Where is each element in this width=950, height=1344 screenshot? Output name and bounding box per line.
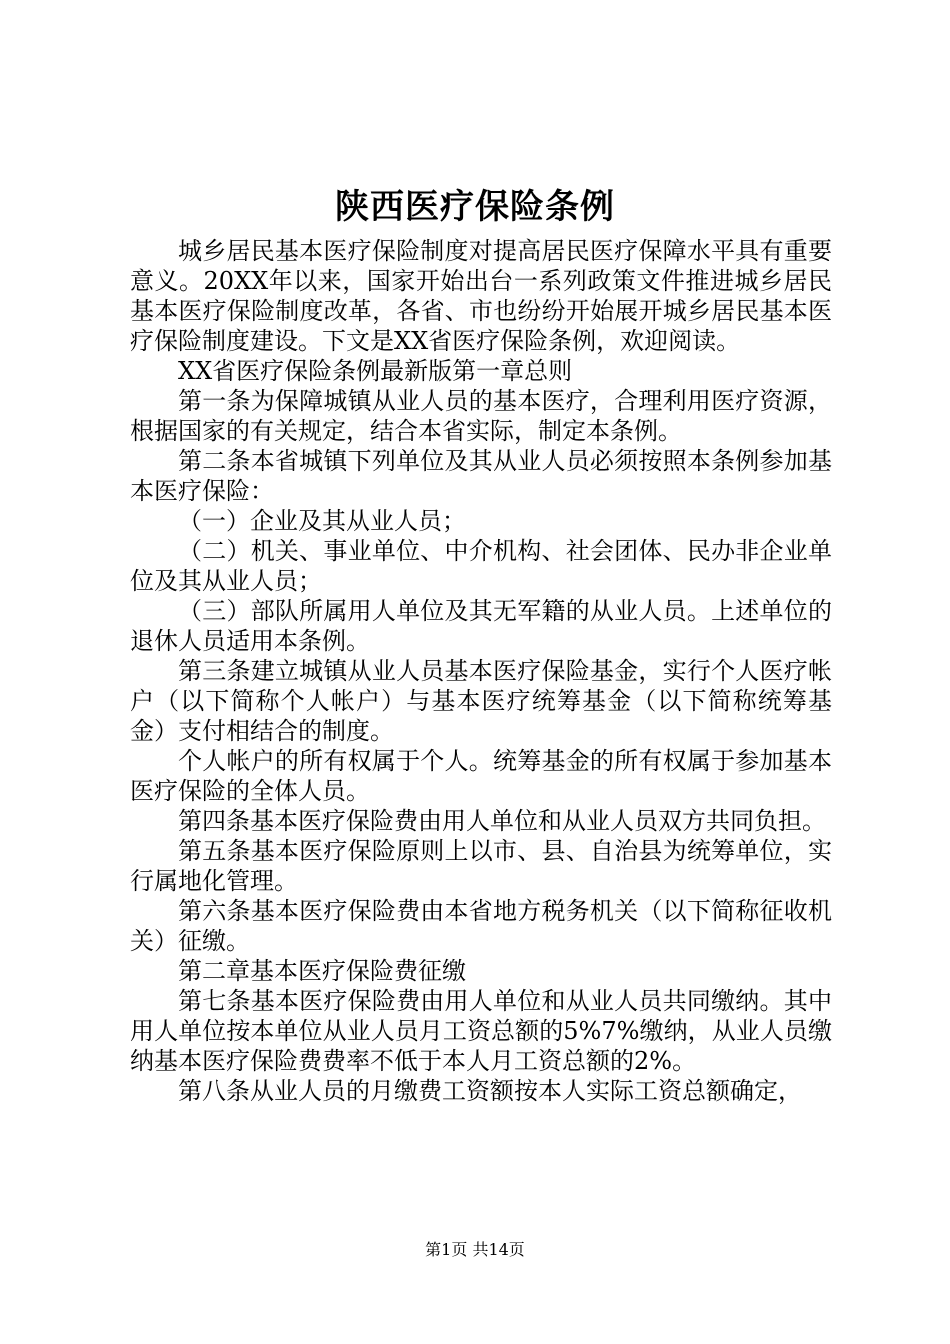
article-1: 第一条为保障城镇从业人员的基本医疗，合理利用医疗资源，根据国家的有关规定，结合本省实际，制定本条例。 xyxy=(130,387,832,445)
page-footer: 第1页 共14页 xyxy=(425,1240,525,1259)
chapter-heading-1: XX省医疗保险条例最新版第一章总则 xyxy=(178,357,573,385)
document-title: 陕西医疗保险条例 xyxy=(335,187,615,227)
document-body xyxy=(130,236,832,1106)
article-2-item-3: （三）部队所属用人单位及其无军籍的从业人员。上述单位的退休人员适用本条例。 xyxy=(130,597,832,655)
article-7: 第七条基本医疗保险费由用人单位和从业人员共同缴纳。其中用人单位按本单位从业人员月工资总额的5%7%缴纳，从业人员缴纳基本医疗保险费费率不低于本人月工资总额的2%。 xyxy=(130,987,832,1075)
article-2-item-1: （一）企业及其从业人员； xyxy=(178,507,466,535)
chapter-heading-2: 第二章基本医疗保险费征缴 xyxy=(178,957,466,985)
article-3: 第三条建立城镇从业人员基本医疗保险基金，实行个人医疗帐户（以下简称个人帐户）与基本医疗统筹基金（以下简称统筹基金）支付相结合的制度。 xyxy=(130,657,832,745)
article-8: 第八条从业人员的月缴费工资额按本人实际工资总额确定， xyxy=(178,1077,802,1105)
article-5: 第五条基本医疗保险原则上以市、县、自治县为统筹单位，实行属地化管理。 xyxy=(130,837,832,895)
article-2: 第二条本省城镇下列单位及其从业人员必须按照本条例参加基本医疗保险： xyxy=(130,447,832,505)
article-6: 第六条基本医疗保险费由本省地方税务机关（以下简称征收机关）征缴。 xyxy=(130,897,832,955)
article-2-item-2: （二）机关、事业单位、中介机构、社会团体、民办非企业单位及其从业人员； xyxy=(130,537,832,595)
article-3-continued: 个人帐户的所有权属于个人。统筹基金的所有权属于参加基本医疗保险的全体人员。 xyxy=(130,747,832,805)
paragraph-intro: 城乡居民基本医疗保险制度对提高居民医疗保障水平具有重要意义。20XX年以来，国家开始出台一系列政策文件推进城乡居民基本医疗保险制度改革，各省、市也纷纷开始展开城乡居民基本医疗保险制度建设。下文是XX省医疗保险条例，欢迎阅读。 xyxy=(130,237,832,355)
article-4: 第四条基本医疗保险费由用人单位和从业人员双方共同负担。 xyxy=(178,807,826,835)
